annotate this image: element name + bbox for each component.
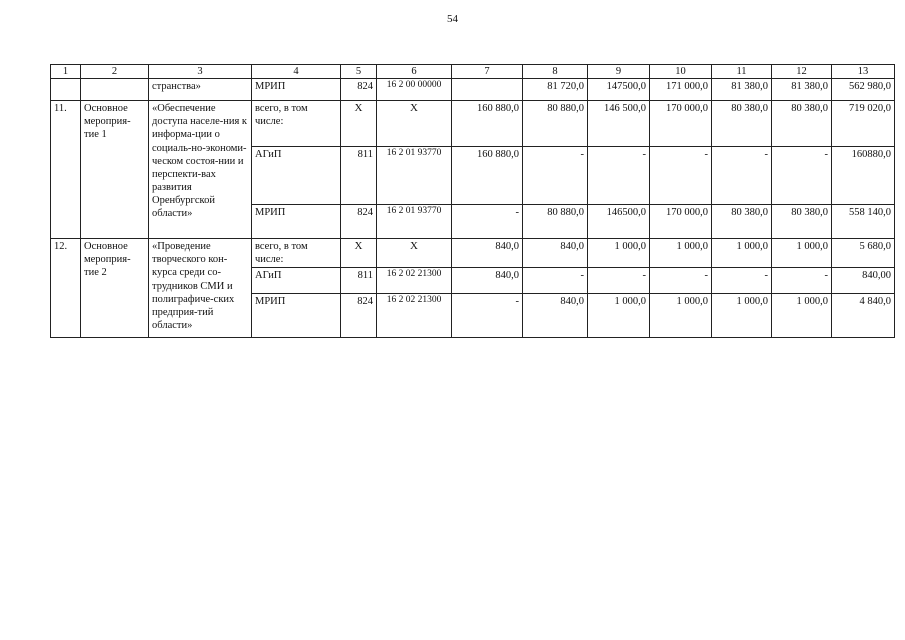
value-cell: 840,0: [523, 239, 588, 268]
header-cell: 5: [341, 65, 377, 79]
code-cell: 16 2 01 93770: [377, 205, 452, 239]
code-cell: Х: [377, 101, 452, 147]
name-cell: странства»: [149, 79, 252, 101]
number-cell: [51, 79, 81, 101]
number-cell: 12.: [51, 239, 81, 338]
value-cell: 840,0: [523, 294, 588, 338]
value-cell: -: [712, 268, 772, 294]
value-cell: 1 000,0: [712, 294, 772, 338]
value-cell: 160880,0: [832, 147, 895, 205]
grbs-cell: 811: [341, 147, 377, 205]
header-cell: 9: [588, 65, 650, 79]
value-cell: 719 020,0: [832, 101, 895, 147]
code-cell: 16 2 01 93770: [377, 147, 452, 205]
executor-cell: АГиП: [252, 268, 341, 294]
value-cell: 170 000,0: [650, 101, 712, 147]
value-cell: 80 380,0: [772, 101, 832, 147]
value-cell: -: [712, 147, 772, 205]
executor-cell: МРИП: [252, 79, 341, 101]
value-cell: 80 380,0: [712, 101, 772, 147]
program-table: [50, 64, 895, 338]
value-cell: 5 680,0: [832, 239, 895, 268]
grbs-cell: Х: [341, 101, 377, 147]
value-cell: 171 000,0: [650, 79, 712, 101]
value-cell: 1 000,0: [650, 294, 712, 338]
header-cell: 3: [149, 65, 252, 79]
code-cell: 16 2 00 00000: [377, 79, 452, 101]
value-cell: 1 000,0: [588, 294, 650, 338]
table-row: [51, 239, 895, 268]
header-cell: 1: [51, 65, 81, 79]
code-cell: 16 2 02 21300: [377, 294, 452, 338]
continuation-row: [51, 79, 895, 101]
header-cell: 2: [81, 65, 149, 79]
value-cell: -: [452, 205, 523, 239]
value-cell: 146 500,0: [588, 101, 650, 147]
header-cell: 6: [377, 65, 452, 79]
status-cell: Основное мероприя-тие 1: [81, 101, 149, 239]
value-cell: -: [523, 147, 588, 205]
number-cell: 11.: [51, 101, 81, 239]
value-cell: 81 720,0: [523, 79, 588, 101]
value-cell: -: [523, 268, 588, 294]
header-cell: 7: [452, 65, 523, 79]
code-cell: Х: [377, 239, 452, 268]
value-cell: 1 000,0: [712, 239, 772, 268]
value-cell: 80 880,0: [523, 101, 588, 147]
value-cell: 4 840,0: [832, 294, 895, 338]
value-cell: 81 380,0: [712, 79, 772, 101]
value-cell: -: [772, 268, 832, 294]
code-cell: 16 2 02 21300: [377, 268, 452, 294]
header-cell: 11: [712, 65, 772, 79]
grbs-cell: 824: [341, 205, 377, 239]
value-cell: 840,0: [452, 268, 523, 294]
value-cell: 1 000,0: [772, 294, 832, 338]
value-cell: 160 880,0: [452, 147, 523, 205]
header-cell: 12: [772, 65, 832, 79]
value-cell: 1 000,0: [772, 239, 832, 268]
header-cell: 10: [650, 65, 712, 79]
name-cell: «Проведение творческого кон-курса среди со-трудников СМИ и полиграфиче-ских предприя-тий области»: [149, 239, 252, 338]
executor-cell: всего, в том числе:: [252, 239, 341, 268]
value-cell: -: [452, 294, 523, 338]
grbs-cell: 824: [341, 79, 377, 101]
status-cell: [81, 79, 149, 101]
value-cell: 1 000,0: [588, 239, 650, 268]
grbs-cell: 811: [341, 268, 377, 294]
executor-cell: МРИП: [252, 205, 341, 239]
header-cell: 8: [523, 65, 588, 79]
page-number: 54: [447, 13, 458, 25]
value-cell: 81 380,0: [772, 79, 832, 101]
value-cell: -: [772, 147, 832, 205]
value-cell: 146500,0: [588, 205, 650, 239]
value-cell: 1 000,0: [650, 239, 712, 268]
value-cell: 80 380,0: [712, 205, 772, 239]
value-cell: 80 380,0: [772, 205, 832, 239]
value-cell: -: [650, 268, 712, 294]
header-row: [51, 65, 895, 79]
header-cell: 4: [252, 65, 341, 79]
value-cell: -: [588, 147, 650, 205]
header-cell: 13: [832, 65, 895, 79]
value-cell: -: [650, 147, 712, 205]
executor-cell: АГиП: [252, 147, 341, 205]
value-cell: 160 880,0: [452, 101, 523, 147]
table-row: [51, 101, 895, 147]
value-cell: 562 980,0: [832, 79, 895, 101]
executor-cell: всего, в том числе:: [252, 101, 341, 147]
value-cell: 170 000,0: [650, 205, 712, 239]
value-cell: 80 880,0: [523, 205, 588, 239]
executor-cell: МРИП: [252, 294, 341, 338]
value-cell: 558 140,0: [832, 205, 895, 239]
value-cell: 840,00: [832, 268, 895, 294]
grbs-cell: 824: [341, 294, 377, 338]
value-cell: 840,0: [452, 239, 523, 268]
value-cell: -: [588, 268, 650, 294]
status-cell: Основное мероприя-тие 2: [81, 239, 149, 338]
name-cell: «Обеспечение доступа населе-ния к информа-ции о социаль-но-экономи-ческом состоя-нии и перспекти-вах развития Оренбургской области»: [149, 101, 252, 239]
value-cell: 147500,0: [588, 79, 650, 101]
value-cell: [452, 79, 523, 101]
grbs-cell: Х: [341, 239, 377, 268]
